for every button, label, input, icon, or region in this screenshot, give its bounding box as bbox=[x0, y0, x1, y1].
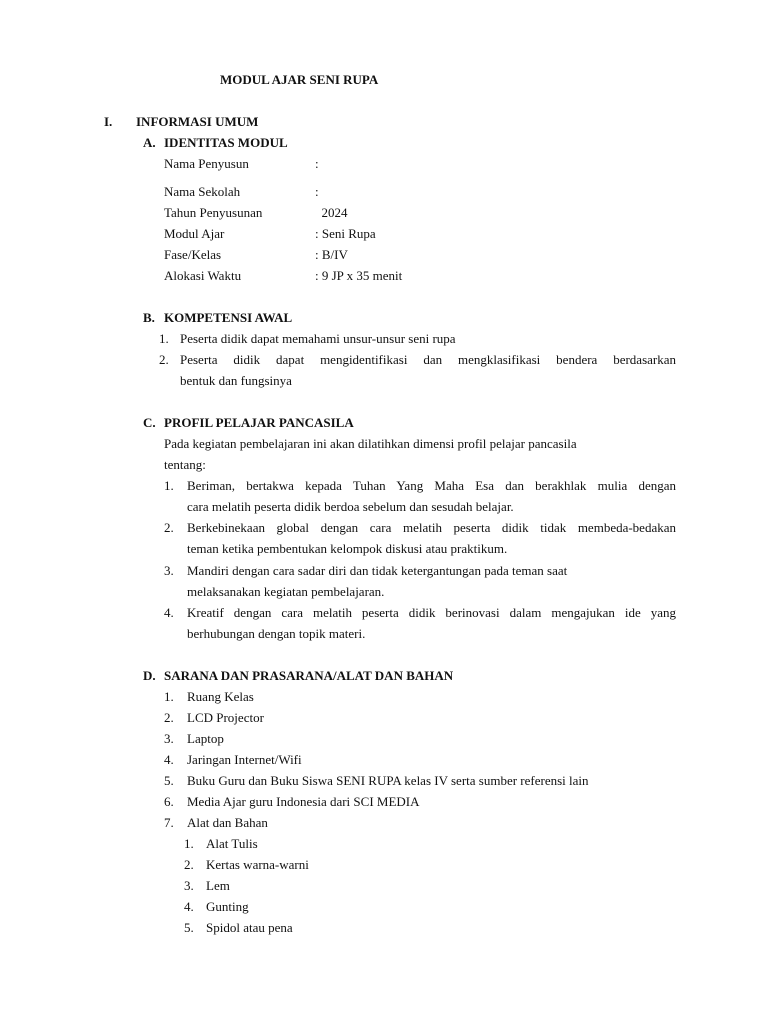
identitas-value: 2024 bbox=[315, 205, 348, 220]
list-item-continuation: berhubungan dengan topik materi. bbox=[187, 626, 366, 641]
identitas-label: Fase/Kelas bbox=[164, 247, 222, 262]
identitas-label: Nama Sekolah bbox=[164, 184, 241, 199]
list-item-continuation: bentuk dan fungsinya bbox=[180, 373, 292, 388]
list-number: 2. bbox=[159, 352, 169, 367]
sublist-item: Kertas warna-warni bbox=[206, 857, 309, 872]
list-item-continuation: melaksanakan kegiatan pembelajaran. bbox=[187, 584, 385, 599]
list-number: 7. bbox=[164, 815, 174, 830]
document-title: MODUL AJAR SENI RUPA bbox=[220, 72, 379, 87]
sarana-heading: SARANA DAN PRASARANA/ALAT DAN BAHAN bbox=[164, 668, 454, 683]
list-number: 5. bbox=[164, 773, 174, 788]
identitas-value: : bbox=[315, 184, 319, 199]
sublist-item: Alat Tulis bbox=[206, 836, 258, 851]
list-item: Beriman, bertakwa kepada Tuhan Yang Maha Esa dan berakhlak mulia dengan bbox=[187, 478, 676, 493]
identitas-value: : Seni Rupa bbox=[315, 226, 376, 241]
identitas-label: Nama Penyusun bbox=[164, 156, 249, 171]
identitas-value: : B/IV bbox=[315, 247, 348, 262]
list-number: 4. bbox=[164, 752, 174, 767]
list-number: 3. bbox=[164, 563, 174, 578]
list-number: 2. bbox=[164, 520, 174, 535]
list-item: Mandiri dengan cara sadar diri dan tidak ketergantungan pada teman saat bbox=[187, 563, 568, 578]
kompetensi-letter: B. bbox=[143, 310, 155, 325]
list-number: 1. bbox=[164, 689, 174, 704]
list-item: Ruang Kelas bbox=[187, 689, 254, 704]
list-item: LCD Projector bbox=[187, 710, 264, 725]
identitas-label: Modul Ajar bbox=[164, 226, 225, 241]
kompetensi-heading: KOMPETENSI AWAL bbox=[164, 310, 293, 325]
profil-intro-continuation: tentang: bbox=[164, 457, 206, 472]
identitas-value: : bbox=[315, 156, 319, 171]
list-number: 3. bbox=[164, 731, 174, 746]
profil-heading: PROFIL PELAJAR PANCASILA bbox=[164, 415, 354, 430]
sublist-item: Gunting bbox=[206, 899, 249, 914]
profil-intro: Pada kegiatan pembelajaran ini akan dilatihkan dimensi profil pelajar pancasila bbox=[164, 436, 577, 451]
sublist-item: Spidol atau pena bbox=[206, 920, 293, 935]
list-number: 4. bbox=[164, 605, 174, 620]
list-number: 2. bbox=[164, 710, 174, 725]
list-item: Peserta didik dapat memahami unsur-unsur seni rupa bbox=[180, 331, 456, 346]
section-number: I. bbox=[104, 114, 113, 129]
list-number: 6. bbox=[164, 794, 174, 809]
sublist-number: 1. bbox=[184, 836, 194, 851]
list-item-continuation: teman ketika pembentukan kelompok diskusi atau praktikum. bbox=[187, 541, 508, 556]
profil-letter: C. bbox=[143, 415, 156, 430]
identitas-label: Alokasi Waktu bbox=[164, 268, 242, 283]
sublist-item: Lem bbox=[206, 878, 230, 893]
list-item: Laptop bbox=[187, 731, 224, 746]
identitas-value: : 9 JP x 35 menit bbox=[315, 268, 403, 283]
sublist-number: 4. bbox=[184, 899, 194, 914]
identitas-letter: A. bbox=[143, 135, 156, 150]
list-item: Alat dan Bahan bbox=[187, 815, 268, 830]
list-number: 1. bbox=[164, 478, 174, 493]
sarana-letter: D. bbox=[143, 668, 156, 683]
list-item: Buku Guru dan Buku Siswa SENI RUPA kelas IV serta sumber referensi lain bbox=[187, 773, 589, 788]
identitas-heading: IDENTITAS MODUL bbox=[164, 135, 288, 150]
sublist-number: 2. bbox=[184, 857, 194, 872]
list-item: Kreatif dengan cara melatih peserta didik berinovasi dalam mengajukan ide yang bbox=[187, 605, 676, 620]
identitas-label: Tahun Penyusunan bbox=[164, 205, 263, 220]
list-item: Jaringan Internet/Wifi bbox=[187, 752, 302, 767]
list-item: Peserta didik dapat mengidentifikasi dan mengklasifikasi bendera berdasarkan bbox=[180, 352, 676, 367]
list-item: Media Ajar guru Indonesia dari SCI MEDIA bbox=[187, 794, 420, 809]
sublist-number: 5. bbox=[184, 920, 194, 935]
section-heading: INFORMASI UMUM bbox=[136, 114, 259, 129]
list-number: 1. bbox=[159, 331, 169, 346]
sublist-number: 3. bbox=[184, 878, 194, 893]
list-item: Berkebinekaan global dengan cara melatih peserta didik tidak membeda-bedakan bbox=[187, 520, 676, 535]
list-item-continuation: cara melatih peserta didik berdoa sebelum dan sesudah belajar. bbox=[187, 499, 514, 514]
